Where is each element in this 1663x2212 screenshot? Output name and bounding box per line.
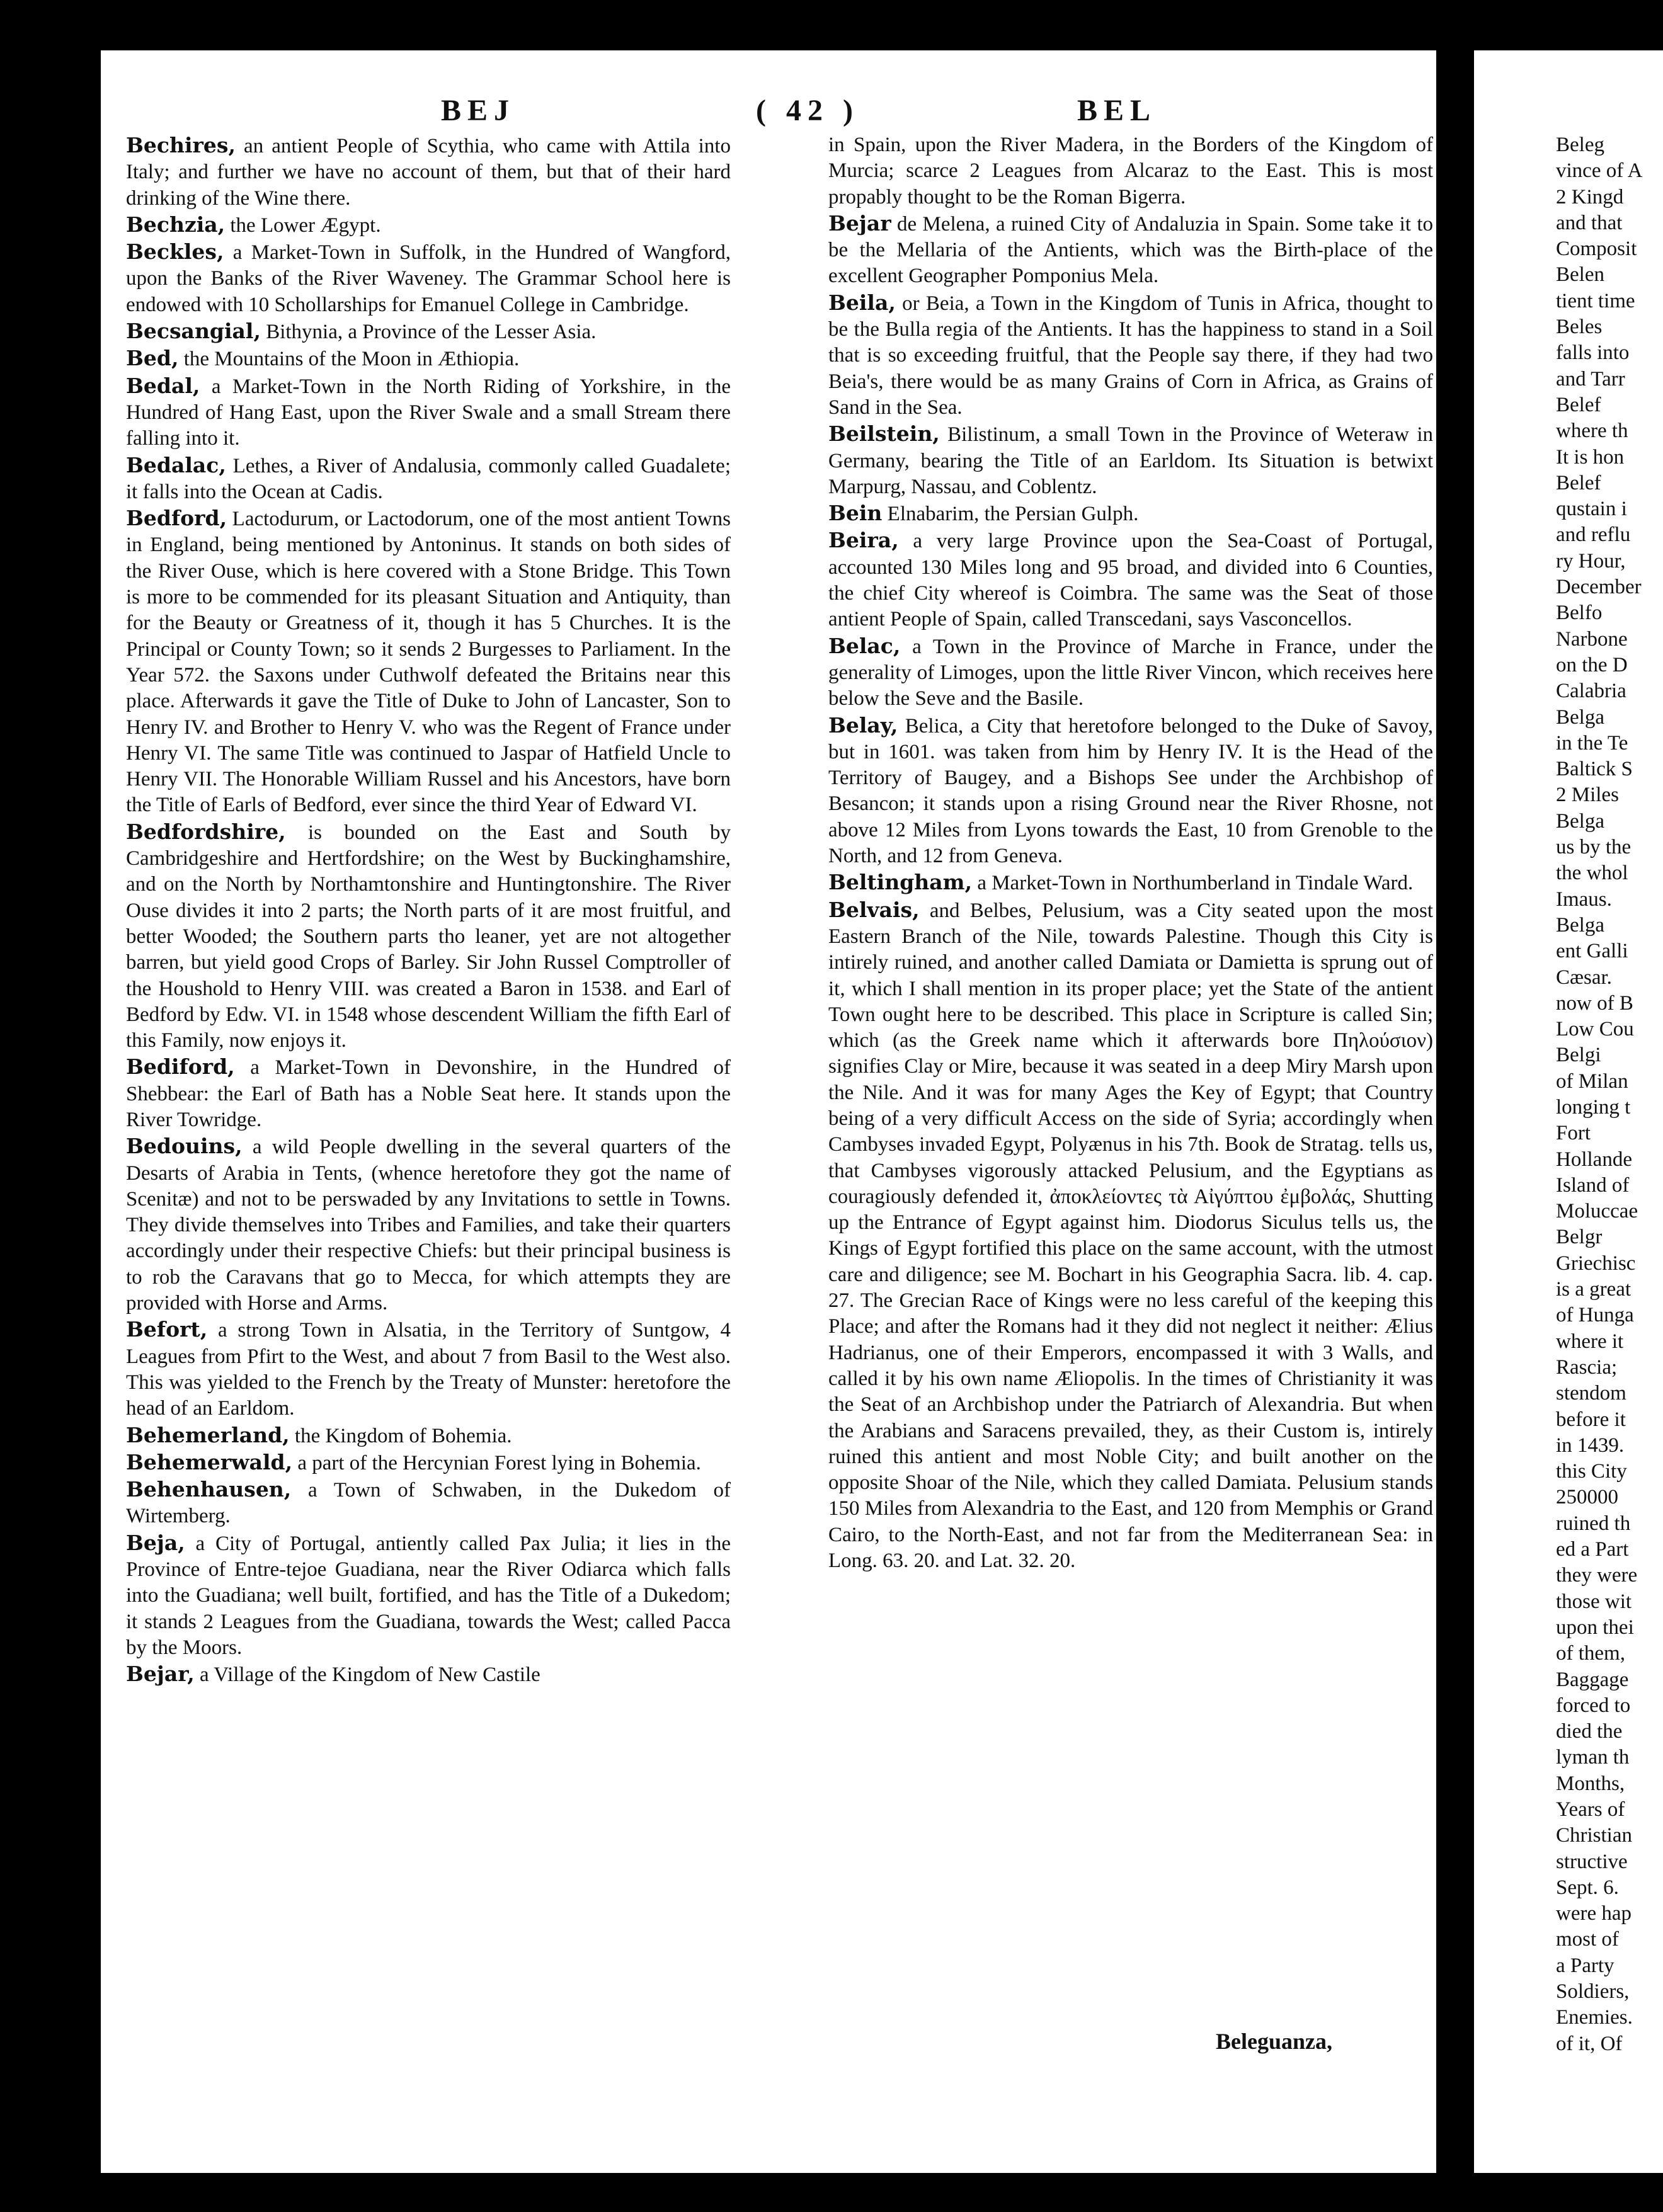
facing-page-line: the whol [1556, 862, 1628, 885]
entry-text: is bounded on the East and South by Cambridgeshire and Hertfordshire; on the West by Buckinghamshire, and on the North by Northamtonshire and Huntingtonshire. The River Ouse divides it into 2 parts; the North parts of it are most fruitful, and better Wooded; the Southern parts tho leaner, yet are not altogether barren, but yield good Crops of Barley. Sir John Russel Comptroller of the Houshold to Henry VIII. was created a Baron in 1538. and Earl of Bedford by Edw. VI. in 1548 whose descendent William the fifth Earl of this Family, now enjoys it. [126, 821, 731, 1052]
facing-page-line: Belga [1556, 913, 1604, 937]
facing-page-line: and reflu [1556, 523, 1631, 547]
entry-text: Bithynia, a Province of the Lesser Asia. [260, 321, 597, 344]
entry-headword: Beltingham, [828, 870, 973, 895]
dictionary-entry [126, 373, 731, 452]
entry-text: the Lower Ægypt. [225, 214, 381, 237]
entry-text: a part of the Hercynian Forest lying in Bohemia. [292, 1451, 701, 1474]
dictionary-entry [126, 1449, 731, 1476]
page-number: ( 42 ) [756, 94, 859, 127]
facing-page-line: Soldiers, [1556, 1980, 1630, 2004]
facing-page-line: in 1439. [1556, 1434, 1625, 1457]
facing-page-line: longing t [1556, 1095, 1631, 1119]
entry-headword: Beira, [828, 528, 899, 553]
entry-text: Lactodurum, or Lactodorum, one of the most antient Towns in England, being mentioned by Antoninus. It stands on both sides of the River Ouse, which is here covered with a Stone Bridge. This Town is more to be commended for its pleasant Situation and Antiquity, than for the Beauty or Greatness of it, though it has 5 Churches. It is the Principal or County Town; so it sends 2 Burgesses to Parliament. In the Year 572. the Saxons under Cuthwolf defeated the Britains near this place. Afterwards it gave the Title of Duke to John of Lancaster, Son to Henry IV. and Brother to Henry V. who was the Regent of France under Henry VI. The same Title was continued to Jaspar of Hatfield Uncle to Henry VII. The Honorable William Russel and his Ancestors, have born the Title of Earls of Bedford, ever since the third Year of Edward VI. [126, 508, 731, 817]
entry-headword: Beilstein, [828, 421, 940, 447]
dictionary-entry [828, 527, 1433, 632]
facing-page-line: stendom [1556, 1382, 1626, 1405]
dictionary-entry [126, 239, 731, 318]
facing-page-line: ent Galli [1556, 940, 1628, 963]
running-head-right: BEL [1077, 94, 1157, 127]
entry-headword: Beckles, [126, 239, 224, 265]
facing-page-line: Calabria [1556, 680, 1626, 703]
entry-text: a strong Town in Alsatia, in the Territory of Suntgow, 4 Leagues from Pfirt to the West, and about 7 from Basil to the West also. This was yielded to the French by the Treaty of Munster: heretofore the head of an Earldom. [126, 1319, 731, 1420]
facing-page-line: before it [1556, 1408, 1626, 1431]
entry-headword: Bein [828, 501, 883, 526]
entry-text: Lethes, a River of Andalusia, commonly called Guadalete; it falls into the Ocean at Cadis. [126, 454, 731, 503]
entry-headword: Behemerland, [126, 1422, 290, 1447]
entry-text: the Mountains of the Moon in Æthiopia. [178, 348, 520, 371]
dictionary-entry [126, 1133, 731, 1316]
entry-text: the Kingdom of Bohemia. [289, 1424, 512, 1447]
facing-page-line: upon thei [1556, 1616, 1634, 1639]
facing-page-line: December [1556, 576, 1642, 599]
facing-page-line: Baggage [1556, 1668, 1629, 1691]
dictionary-entry [126, 1054, 731, 1133]
facing-page-line: Imaus. [1556, 887, 1612, 911]
entry-text: a City of Portugal, antiently called Pax Julia; it lies in the Province of Entre-tejoe Guadiana, near the River Odiarca which falls into the Guadiana; well built, fortified, and has the Title of a Dukedom; it stands 2 Leagues from the Guadiana, towards the West; called Pacca by the Moors. [126, 1532, 731, 1659]
facing-page-line: Baltick S [1556, 758, 1633, 781]
facing-page-line: qustain i [1556, 498, 1627, 521]
entry-headword: Behenhausen, [126, 1477, 292, 1502]
facing-page-line: It is hon [1556, 445, 1625, 469]
entry-text: and Belbes, Pelusium, was a City seated upon the most Eastern Branch of the Nile, towards Palestine. Though this City is intirely ruined, and another called Damiata or Damietta is sprung out of it, which I shall mention in its proper place; yet the State of the antient Town ought here to be described. This place in Scripture is called Sin; which (as the Greek name which it afterwards bore Πηλούσιον) signifies Clay or Mire, because it was seated in a deep Miry Marsh upon the Nile. And it was for many Ages the Key of Egypt; that Country being of a very difficult Access on the side of Syria; accordingly when Cambyses invaded Egypt, Polyænus in his 7th. Book de Stratag. tells us, that Cambyses vigorously attacked Pelusium, and the Egyptians as couragiously defended it, ἀποκλείοντες τὰ Αἰγύπτου ἐμβολάς, Shutting up the Entrance of Egypt against him. Diodorus Siculus tells us, the Kings of Egypt fortified this place on the same account, with the utmost care and diligence; see M. Bochart in his Geographia Sacra. lib. 4. cap. 27. The Grecian Race of Kings were no less careful of the keeping this Place; and after the Romans had it they did not neglect it neither: Ælius Hadrianus, one of their Emperors, encompassed it with 3 Walls, and called it by his own name Æliopolis. In the times of Christianity it was the Seat of an Archbishop under the Patriarch of Alexandria. But when the Arabians and Saracens prevailed, they, as their Custom is, intirely ruined this antient and most Noble City; and built another on the opposite Shoar of the Nile, which they called Damiata. Pelusium stands 150 Miles from Alexandria to the East, and 120 from Memphis or Grand Cairo, to the North-East, and not far from the Mediterranean Sea: in Long. 63. 20. and Lat. 32. 20. [828, 899, 1433, 1573]
facing-page-line: is a great [1556, 1278, 1632, 1301]
facing-page-line: ruined th [1556, 1512, 1631, 1535]
facing-page-line: died the [1556, 1720, 1623, 1743]
facing-page-text [1556, 132, 1663, 2057]
entry-headword: Bediford, [126, 1054, 235, 1080]
entry-headword: Beja, [126, 1530, 185, 1555]
facing-page-line: structive [1556, 1850, 1628, 1873]
entry-text: a Town of Schwaben, in the Dukedom of Wirtemberg. [126, 1479, 731, 1528]
dictionary-entry [828, 421, 1433, 500]
facing-page-line: Hollande [1556, 1148, 1632, 1171]
entry-text: a wild People dwelling in the several quarters of the Desarts of Arabia in Tents, (whence heretofore they got the name of Scenitæ) and not to be perswaded by any Invitations to settle in Towns. They divide themselves into Tribes and Families, and take their quarters accordingly under their respective Chiefs: but their principal business is to rob the Caravans that go to Mecca, for which attempts they are provided with Horse and Arms. [126, 1136, 731, 1315]
dictionary-entry [828, 500, 1433, 527]
entry-text: a Town in the Province of Marche in France, under the generality of Limoges, upon the little River Vincon, which receives here below the Seve and the Basile. [828, 635, 1433, 710]
facing-page-line: now of B [1556, 991, 1633, 1015]
facing-page-line: of Milan [1556, 1069, 1628, 1093]
dictionary-entry [828, 132, 1433, 210]
facing-page-line: of it, Of [1556, 2032, 1623, 2055]
facing-page-line: Months, [1556, 1772, 1625, 1795]
facing-page-line: 2 Miles [1556, 784, 1619, 807]
dictionary-entry [126, 1316, 731, 1422]
entry-text: or Beia, a Town in the Kingdom of Tunis in Africa, thought to be the Bulla regia of the Antients. It has the happiness to stand in a Soil that is so exceeding fruitful, that the People say there, if they had two Beia's, there would be as many Grains of Corn in Africa, as Grains of Sand in the Sea. [828, 292, 1433, 419]
dictionary-entry [828, 290, 1433, 421]
entry-text: Elnabarim, the Persian Gulph. [882, 503, 1139, 526]
entry-headword: Becsangial, [126, 319, 261, 344]
entry-headword: Bechzia, [126, 212, 226, 237]
facing-page-line: Moluccae [1556, 1200, 1638, 1223]
entry-text: an antient People of Scythia, who came with Attila into Italy; and further we have no account of them, but that of their hard drinking of the Wine there. [126, 135, 731, 210]
facing-page-line: lyman th [1556, 1746, 1630, 1769]
dictionary-entry [126, 132, 731, 212]
running-head-left: BEJ [441, 94, 516, 127]
dictionary-entry [126, 1530, 731, 1661]
dictionary-entry [126, 1476, 731, 1530]
facing-page-fragment [1474, 50, 1663, 2173]
dictionary-entry [828, 210, 1433, 290]
dictionary-entry [828, 897, 1433, 1575]
facing-page-line: us by the [1556, 836, 1632, 859]
facing-page-line: where th [1556, 419, 1628, 443]
dictionary-entry [828, 712, 1433, 870]
facing-page-line: in the Te [1556, 731, 1628, 755]
facing-page-line: Belgi [1556, 1044, 1601, 1067]
dictionary-entry [126, 318, 731, 345]
facing-page-line: they were [1556, 1564, 1638, 1587]
facing-page-line: Narbone [1556, 627, 1628, 651]
facing-page-line: Sept. 6. [1556, 1876, 1619, 1899]
dictionary-entry [126, 1661, 731, 1688]
facing-page-line: Belef [1556, 393, 1601, 416]
dictionary-entry [126, 345, 731, 372]
facing-page-line: Belga [1556, 705, 1604, 729]
facing-page-line: Belen [1556, 263, 1604, 287]
facing-page-line: Beleg [1556, 134, 1604, 156]
facing-page-line: Cæsar. [1556, 966, 1612, 989]
entry-headword: Bedford, [126, 506, 227, 531]
facing-page-line: Low Cou [1556, 1018, 1634, 1041]
facing-page-line: ry Hour, [1556, 549, 1626, 573]
facing-page-line: Enemies. [1556, 2006, 1633, 2029]
facing-page-line: vince of A [1556, 159, 1643, 183]
facing-page-line: Years of [1556, 1798, 1625, 1821]
entry-headword: Belay, [828, 712, 898, 738]
facing-page-line: Christian [1556, 1824, 1632, 1847]
facing-page-line: Island of [1556, 1173, 1630, 1197]
dictionary-entry [828, 633, 1433, 712]
entry-headword: Behemerwald, [126, 1449, 293, 1474]
entry-headword: Belvais, [828, 897, 920, 922]
entry-headword: Bejar, [126, 1662, 195, 1687]
facing-page-line: Beles [1556, 316, 1603, 339]
entry-text: a Village of the Kingdom of New Castile [194, 1663, 540, 1687]
entry-headword: Beila, [828, 290, 896, 315]
entry-text: Bilistinum, a small Town in the Province of Weteraw in Germany, bearing the Title of an Earldom. Its Situation is betwixt Marpurg, Nassau, and Coblentz. [828, 423, 1433, 498]
facing-page-line: a Party [1556, 1954, 1614, 1977]
facing-page-line: forced to [1556, 1694, 1631, 1717]
left-column [126, 132, 731, 1689]
facing-page-line: tient time [1556, 289, 1635, 312]
dictionary-entry [126, 212, 731, 239]
entry-text: de Melena, a ruined City of Andaluzia in Spain. Some take it to be the Mellaria of the Antients, which was the Birth-place of the excellent Geographer Pomponius Mela. [828, 212, 1433, 288]
entry-headword: Bedal, [126, 373, 200, 398]
entry-headword: Belac, [828, 633, 901, 658]
facing-page-line: where it [1556, 1330, 1624, 1353]
facing-page-line: of Hunga [1556, 1304, 1634, 1327]
entry-headword: Befort, [126, 1317, 208, 1342]
book-page [101, 50, 1436, 2173]
facing-page-line: Fort [1556, 1122, 1591, 1145]
facing-page-line: those wit [1556, 1590, 1632, 1613]
facing-page-line: 250000 [1556, 1486, 1618, 1509]
dictionary-entry [828, 869, 1433, 896]
facing-page-line: on the D [1556, 653, 1628, 676]
facing-page-line: falls into [1556, 341, 1630, 365]
facing-page-line: most of [1556, 1928, 1619, 1951]
dictionary-entry [126, 505, 731, 819]
entry-headword: Bedouins, [126, 1134, 243, 1159]
facing-page-line: Belgr [1556, 1226, 1603, 1249]
dictionary-entry [126, 452, 731, 506]
entry-text: a Market-Town in Northumberland in Tindale Ward. [972, 872, 1414, 895]
facing-page-line: of them, [1556, 1642, 1625, 1665]
right-column [828, 132, 1433, 1574]
entry-headword: Bechires, [126, 133, 236, 157]
facing-page-line: Griechisc [1556, 1251, 1636, 1275]
dictionary-entry [126, 819, 731, 1054]
entry-headword: Bedfordshire, [126, 819, 286, 844]
entry-text: a Market-Town in the North Riding of Yorkshire, in the Hundred of Hang East, upon the River Swale and a small Stream there falling into it. [126, 375, 731, 450]
facing-page-line: Belfo [1556, 601, 1603, 625]
facing-page-line: Rascia; [1556, 1355, 1618, 1379]
facing-page-line: were hap [1556, 1902, 1632, 1925]
dictionary-entry [126, 1422, 731, 1449]
facing-page-line: 2 Kingd [1556, 185, 1624, 208]
entry-text: Belica, a City that heretofore belonged to the Duke of Savoy, but in 1601. was taken from him by Henry IV. It is the Head of the Territory of Baugey, and a Bishops See under the Archbishop of Besancon; it stands upon a rising Ground near the River Rhosne, not above 12 Miles from Lyons towards the East, 10 from Grenoble to the North, and 12 from Geneva. [828, 714, 1433, 868]
entry-headword: Bejar [828, 210, 891, 236]
entry-text: a very large Province upon the Sea-Coast of Portugal, accounted 130 Miles long and 95 broad, and divided into 6 Counties, the chief City whereof is Coimbra. The same was the Seat of those antient People of Spain, called Transcedani, says Vasconcellos. [828, 530, 1433, 631]
entry-text: a Market-Town in Suffolk, in the Hundred of Wangford, upon the Banks of the River Waveney. The Grammar School here is endowed with 10 Schollarships for Emanuel College in Cambridge. [126, 241, 731, 316]
facing-page-line: ed a Part [1556, 1538, 1629, 1561]
facing-page-line: and that [1556, 211, 1623, 234]
entry-text: in Spain, upon the River Madera, in the Borders of the Kingdom of Murcia; scarce 2 Leagues from Alcaraz to the East. This is most propably thought to be the Roman Bigerra. [828, 134, 1433, 208]
entry-headword: Bed, [126, 346, 179, 371]
entry-text: a Market-Town in Devonshire, in the Hundred of Shebbear: the Earl of Bath has a Noble Seat here. It stands upon the River Towridge. [126, 1056, 731, 1131]
facing-page-line: Composit [1556, 237, 1637, 261]
facing-page-line: this City [1556, 1460, 1627, 1483]
facing-page-line: Belga [1556, 809, 1604, 833]
catchword: Beleguanza, [1216, 2029, 1332, 2054]
facing-page-line: and Tarr [1556, 367, 1625, 391]
entry-headword: Bedalac, [126, 452, 226, 477]
facing-page-line: Belef [1556, 471, 1601, 494]
